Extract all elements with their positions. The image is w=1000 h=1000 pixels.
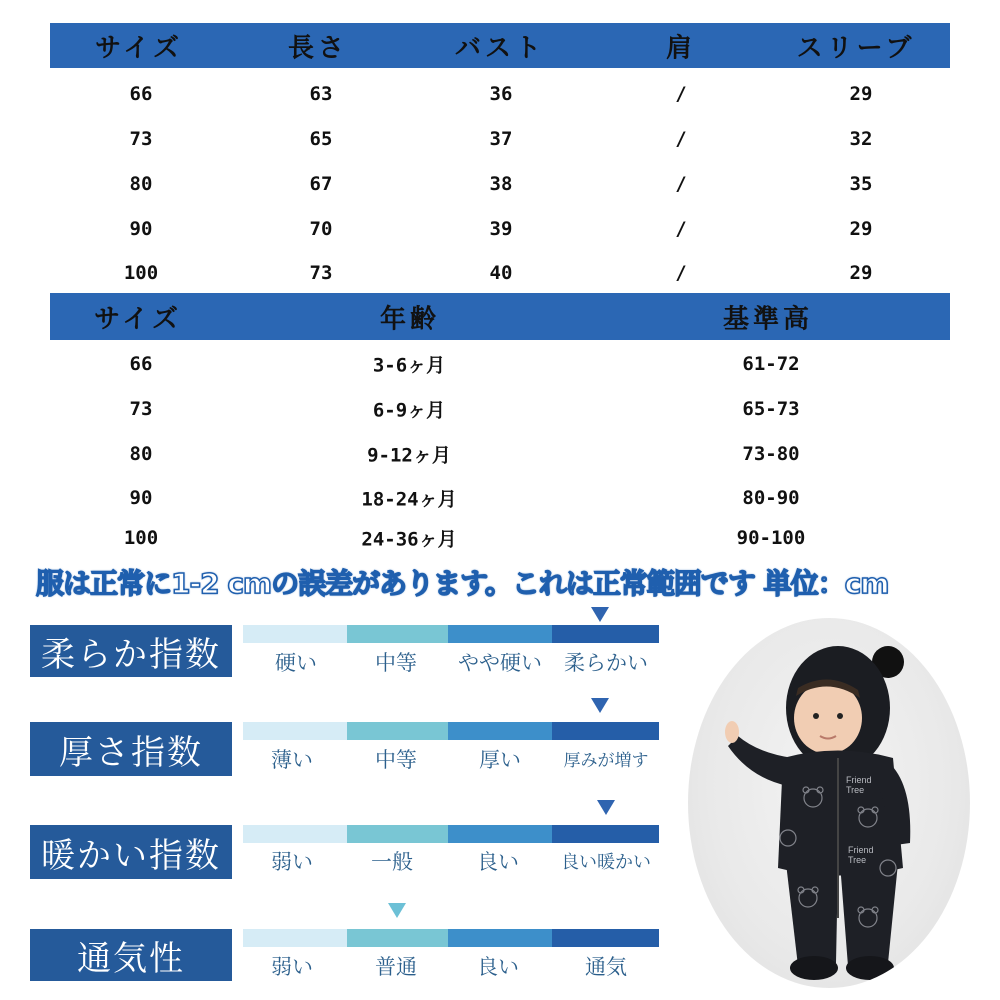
scale-segment-1 bbox=[243, 722, 347, 740]
header-standard-height: 基準高 bbox=[722, 304, 814, 334]
table-cell: / bbox=[675, 218, 687, 240]
level-label: 良い暖かい bbox=[561, 852, 651, 873]
table-cell: 37 bbox=[489, 128, 513, 150]
selected-level-marker-icon bbox=[591, 698, 609, 713]
level-label: 柔らかい bbox=[564, 651, 648, 675]
size-table-header bbox=[50, 23, 950, 68]
table-cell: 66 bbox=[129, 83, 153, 105]
table-cell: 24-36ヶ月 bbox=[361, 528, 457, 551]
baby-snowsuit-illustration bbox=[688, 618, 970, 988]
left-foot-shape bbox=[790, 956, 838, 980]
header-age: 年齢 bbox=[379, 304, 441, 334]
table-cell: / bbox=[675, 128, 687, 150]
table-cell: 80-90 bbox=[742, 487, 800, 509]
scale-segment-1 bbox=[243, 625, 347, 643]
level-label: 一般 bbox=[371, 850, 413, 874]
table-cell: 73-80 bbox=[742, 443, 800, 465]
level-label: 普通 bbox=[375, 955, 417, 979]
eye-shape bbox=[837, 713, 843, 719]
scale-segment-4 bbox=[552, 929, 659, 947]
scale-segment-3 bbox=[448, 929, 552, 947]
level-label: 厚い bbox=[479, 748, 521, 772]
level-label: やや硬い bbox=[458, 651, 542, 675]
hand-shape bbox=[725, 721, 739, 743]
table-cell: 63 bbox=[309, 83, 333, 105]
table-cell: 90 bbox=[129, 487, 153, 509]
table-cell: 80 bbox=[129, 173, 153, 195]
scale-segment-2 bbox=[347, 625, 448, 643]
index-label: 通気性 bbox=[30, 929, 232, 981]
level-label: 良い bbox=[477, 955, 519, 979]
table-cell: 66 bbox=[129, 353, 153, 375]
table-cell: 38 bbox=[489, 173, 513, 195]
product-photo bbox=[688, 618, 970, 988]
table-cell: 29 bbox=[849, 262, 873, 284]
index-label: 暖かい指数 bbox=[30, 825, 232, 879]
eye-shape bbox=[813, 713, 819, 719]
print-text: Friend bbox=[846, 775, 872, 785]
table-cell: 39 bbox=[489, 218, 513, 240]
age-table-header bbox=[50, 293, 950, 340]
scale-segment-3 bbox=[448, 825, 552, 843]
scale-segment-1 bbox=[243, 825, 347, 843]
table-cell: 100 bbox=[123, 262, 159, 284]
header-size: サイズ bbox=[95, 33, 183, 63]
table-cell: 70 bbox=[309, 218, 333, 240]
table-cell: 67 bbox=[309, 173, 333, 195]
selected-level-marker-icon bbox=[597, 800, 615, 815]
level-label: 良い bbox=[477, 850, 519, 874]
scale-segment-4 bbox=[552, 722, 659, 740]
scale-segment-2 bbox=[347, 929, 448, 947]
level-label: 中等 bbox=[375, 651, 417, 675]
table-cell: 32 bbox=[849, 128, 873, 150]
level-label: 通気 bbox=[585, 955, 627, 979]
table-cell: / bbox=[675, 83, 687, 105]
level-label: 厚みが増す bbox=[563, 751, 649, 771]
right-foot-shape bbox=[846, 956, 894, 980]
header-length: 長さ bbox=[287, 33, 349, 63]
print-text: Tree bbox=[848, 855, 867, 865]
table-cell: 3-6ヶ月 bbox=[372, 354, 446, 377]
table-cell: 73 bbox=[129, 128, 153, 150]
header-bust: バスト bbox=[454, 33, 546, 63]
table-cell: 65 bbox=[309, 128, 333, 150]
table-cell: 65-73 bbox=[742, 398, 800, 420]
level-label: 弱い bbox=[271, 850, 313, 874]
index-label: 柔らか指数 bbox=[30, 625, 232, 677]
header-size: サイズ bbox=[94, 304, 182, 334]
scale-segment-3 bbox=[448, 625, 552, 643]
table-cell: 73 bbox=[129, 398, 153, 420]
level-label: 弱い bbox=[271, 955, 313, 979]
table-cell: / bbox=[675, 262, 687, 284]
table-cell: 90 bbox=[129, 218, 153, 240]
left-leg-shape bbox=[786, 863, 838, 966]
table-cell: 80 bbox=[129, 443, 153, 465]
scale-segment-4 bbox=[552, 825, 659, 843]
right-leg-shape bbox=[840, 863, 898, 966]
scale-segment-4 bbox=[552, 625, 659, 643]
table-cell: 100 bbox=[123, 527, 159, 549]
level-label: 中等 bbox=[375, 748, 417, 772]
level-label: 硬い bbox=[275, 651, 317, 675]
print-text: Tree bbox=[846, 785, 865, 795]
level-label: 薄い bbox=[271, 748, 313, 772]
scale-segment-2 bbox=[347, 722, 448, 740]
index-label: 厚さ指数 bbox=[30, 722, 232, 776]
table-cell: 29 bbox=[849, 83, 873, 105]
table-cell: 73 bbox=[309, 262, 333, 284]
table-cell: 18-24ヶ月 bbox=[361, 488, 457, 511]
selected-level-marker-icon bbox=[591, 607, 609, 622]
table-cell: 35 bbox=[849, 173, 873, 195]
table-cell: 36 bbox=[489, 83, 513, 105]
table-cell: 61-72 bbox=[742, 353, 800, 375]
tolerance-note: 服は正常に1-2 cmの誤差があります。これは正常範囲です 単位：cm bbox=[36, 567, 889, 600]
table-cell: 40 bbox=[489, 262, 513, 284]
table-cell: / bbox=[675, 173, 687, 195]
print-text: Friend bbox=[848, 845, 874, 855]
scale-segment-3 bbox=[448, 722, 552, 740]
scale-segment-1 bbox=[243, 929, 347, 947]
selected-level-marker-icon bbox=[388, 903, 406, 918]
scale-segment-2 bbox=[347, 825, 448, 843]
table-cell: 9-12ヶ月 bbox=[367, 444, 451, 467]
table-cell: 29 bbox=[849, 218, 873, 240]
header-sleeve: スリーブ bbox=[796, 33, 916, 63]
table-cell: 6-9ヶ月 bbox=[372, 399, 446, 422]
table-cell: 90-100 bbox=[736, 527, 806, 549]
header-shoulder: 肩 bbox=[665, 33, 697, 63]
